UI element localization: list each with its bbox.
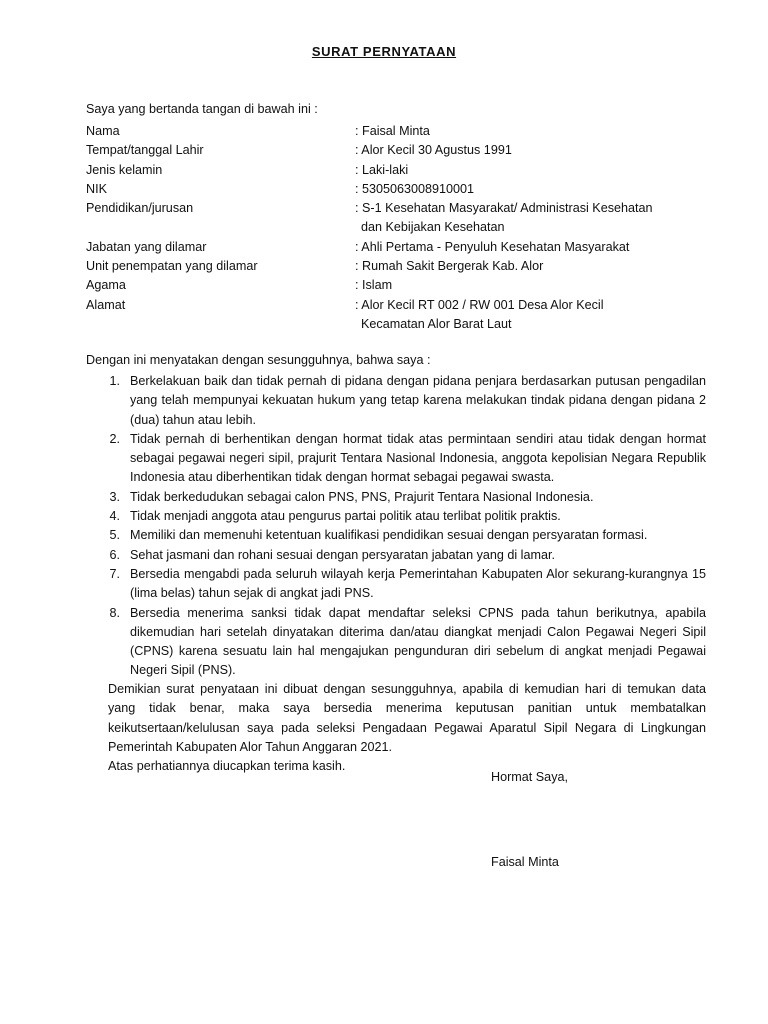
identity-value: : Laki-laki: [355, 162, 409, 177]
list-item: [86, 546, 706, 565]
list-item-number: 1.: [109, 374, 120, 388]
identity-row-religion: [86, 276, 726, 295]
identity-label: Nama: [86, 124, 120, 138]
list-item-text: Memiliki dan memenuhi ketentuan kualifikasi pendidikan sesuai dengan persyaratan formasi.: [130, 528, 648, 543]
identity-value: : S-1 Kesehatan Masyarakat/ Administrasi Kesehatan dan Kebijakan Kesehatan: [355, 199, 726, 238]
declaration-list: [86, 372, 706, 681]
list-item: [86, 604, 706, 681]
list-item-number: 7.: [109, 566, 120, 581]
identity-row-birth: [86, 141, 726, 160]
list-item: [86, 488, 706, 507]
list-item-text: Bersedia mengabdi pada seluruh wilayah kerja Pemerintahan Kabupaten Alor sekurang-kurangnya 15 (lima belas) tahun sejak di angkat jadi PNS.: [130, 566, 706, 601]
identity-value: : Alor Kecil RT 002 / RW 001 Desa Alor Kecil Kecamatan Alor Barat Laut: [355, 296, 726, 335]
identity-label: Alamat: [86, 297, 126, 312]
list-item: [86, 565, 706, 604]
thanks-line: Atas perhatiannya diucapkan terima kasih.: [108, 759, 346, 774]
identity-table: [86, 122, 726, 334]
identity-value-continuation: dan Kebijakan Kesehatan: [361, 220, 505, 235]
list-item-text: Sehat jasmani dan rohani sesuai dengan persyaratan jabatan yang di lamar.: [130, 547, 555, 562]
identity-value: : Rumah Sakit Bergerak Kab. Alor: [355, 259, 544, 274]
list-item-text: Tidak pernah di berhentikan dengan hormat tidak atas permintaan sendiri atau tidak dengan hormat sebagai pegawai negeri sipil, prajurit Tentara Nasional Indonesia, anggota kepolisian Negara Republik Indonesia atau diberhentikan tidak dengan hormat sebagai pegawai swasta.: [130, 431, 706, 485]
list-item-number: 4.: [109, 509, 120, 524]
identity-row-name: [86, 122, 726, 141]
identity-label: Unit penempatan yang dilamar: [86, 259, 258, 274]
identity-row-gender: [86, 161, 726, 180]
identity-label: Jenis kelamin: [86, 162, 163, 177]
identity-row-education: [86, 199, 726, 238]
identity-value: : 5305063008910001: [355, 181, 475, 196]
identity-value: : Alor Kecil 30 Agustus 1991: [355, 143, 512, 158]
list-item: [86, 372, 706, 430]
list-item-number: 3.: [109, 489, 120, 504]
list-item-number: 6.: [109, 547, 120, 562]
identity-row-position: [86, 238, 726, 257]
list-item-text: Tidak berkedudukan sebagai calon PNS, PNS, Prajurit Tentara Nasional Indonesia.: [130, 489, 594, 504]
identity-label: Tempat/tanggal Lahir: [86, 143, 204, 158]
identity-label: Agama: [86, 278, 126, 293]
list-item: [86, 526, 706, 545]
document-title: SURAT PERNYATAAN: [311, 44, 457, 59]
intro-line: Saya yang bertanda tangan di bawah ini :: [86, 102, 318, 116]
list-item: [86, 430, 706, 488]
list-item-number: 2.: [109, 431, 120, 446]
list-item-number: 8.: [109, 605, 120, 620]
identity-label: NIK: [86, 181, 107, 196]
identity-row-address: [86, 296, 726, 335]
declaration-intro: Dengan ini menyatakan dengan sesungguhnya, bahwa saya :: [86, 353, 431, 367]
signer-name: Faisal Minta: [491, 855, 559, 869]
identity-value: : Ahli Pertama - Penyuluh Kesehatan Masyarakat: [355, 239, 630, 254]
regards-line: Hormat Saya,: [491, 770, 568, 784]
identity-value: : Islam: [355, 278, 393, 293]
closing-paragraph: Demikian surat penyataan ini dibuat dengan sesungguhnya, apabila di kemudian hari di temukan data yang tidak benar, maka saya bersedia menerima keputusan panitian untuk membatalkan keikutsertaan/kelulusan saya pada seleksi Pengadaan Pegawai Aparatul Sipil Negara di Lingkungan Pemerintah Kabupaten Alor Tahun Anggaran 2021.: [108, 682, 706, 754]
list-item-text: Bersedia menerima sanksi tidak dapat mendaftar seleksi CPNS pada tahun berikutnya, apabila dikemudian hari setelah dinyatakan diterima dan/atau diangkat menjadi Calon Pegawai Negeri Sipil (CPNS) karena sesuatu lain hal mengajukan pengunduran diri sebelum di angkat menjadi Pegawai Negeri Sipil (PNS).: [130, 605, 706, 678]
list-item-text: Berkelakuan baik dan tidak pernah di pidana dengan pidana penjara berdasarkan putusan pengadilan yang telah mempunyai kekuatan hukum yang tetap karena melakukan tindak pidana dengan pidana 2 (dua) tahun atau lebih.: [130, 374, 706, 427]
identity-row-unit: [86, 257, 726, 276]
list-item-number: 5.: [109, 528, 120, 543]
identity-value-continuation: Kecamatan Alor Barat Laut: [361, 316, 512, 331]
list-item-text: Tidak menjadi anggota atau pengurus partai politik atau terlibat politik praktis.: [130, 509, 561, 524]
identity-value: : Faisal Minta: [355, 124, 430, 138]
list-item: [86, 507, 706, 526]
identity-label: Jabatan yang dilamar: [86, 239, 207, 254]
identity-label: Pendidikan/jurusan: [86, 201, 194, 216]
identity-row-nik: [86, 180, 726, 199]
closing-section: [108, 680, 706, 776]
